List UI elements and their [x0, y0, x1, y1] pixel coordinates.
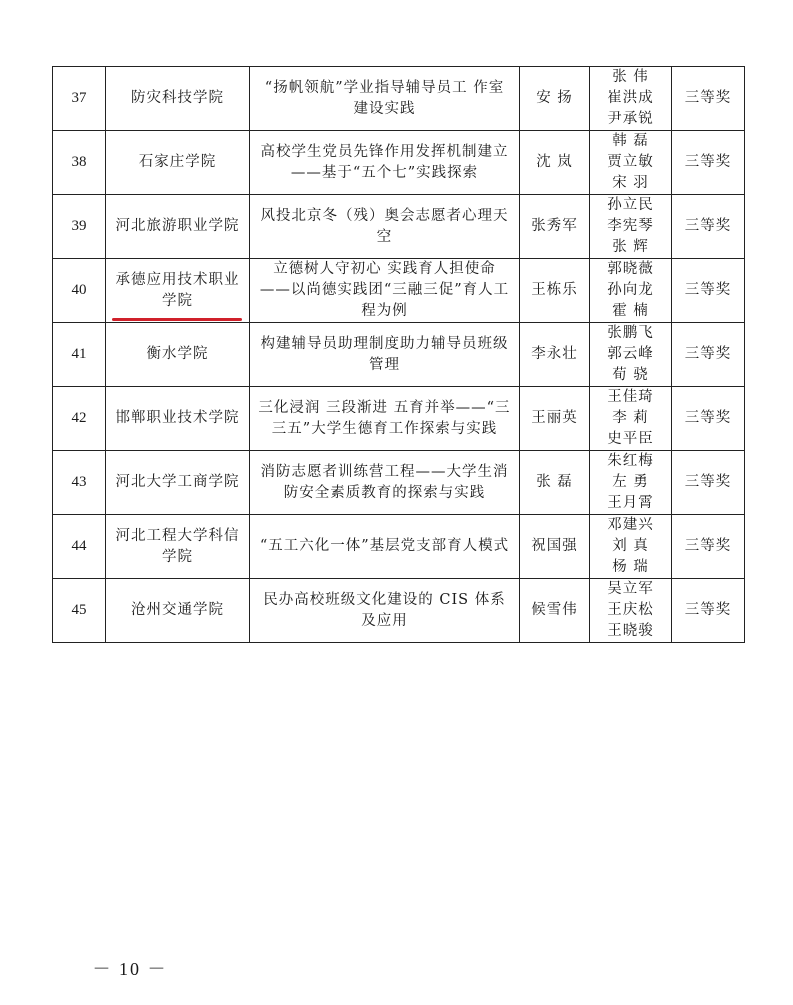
leader-name: 候雪伟 — [520, 579, 590, 643]
member-name: 王晓骏 — [607, 623, 654, 639]
award-level: 三等奖 — [672, 387, 745, 451]
member-name: 崔洪成 — [607, 90, 654, 106]
table-row — [53, 579, 745, 643]
team-members — [590, 451, 672, 515]
team-members — [590, 259, 672, 323]
member-name: 尹承锐 — [607, 111, 654, 127]
school-name: 河北大学工商学院 — [106, 451, 250, 515]
award-level: 三等奖 — [672, 67, 745, 131]
school-name: 防灾科技学院 — [106, 67, 250, 131]
team-members — [590, 67, 672, 131]
award-level: 三等奖 — [672, 451, 745, 515]
page-number: － 10 － — [92, 959, 168, 979]
table-row — [53, 259, 745, 323]
leader-name: 王丽英 — [520, 387, 590, 451]
member-name: 贾立敏 — [607, 154, 654, 170]
member-name: 宋 羽 — [612, 175, 649, 191]
row-number: 38 — [53, 131, 106, 195]
row-number: 40 — [53, 259, 106, 323]
project-title: 高校学生党员先锋作用发挥机制建立——基于“五个七”实践探索 — [250, 131, 520, 195]
school-name: 邯郸职业技术学院 — [106, 387, 250, 451]
member-name: 王庆松 — [607, 602, 654, 618]
project-title: 三化浸润 三段渐进 五育并举——“三三五”大学生德育工作探索与实践 — [250, 387, 520, 451]
member-name: 张 伟 — [612, 69, 649, 85]
member-name: 张鹏飞 — [607, 325, 654, 341]
award-level: 三等奖 — [672, 515, 745, 579]
member-name: 郭晓薇 — [607, 261, 654, 277]
member-name: 李宪琴 — [607, 218, 654, 234]
member-name: 霍 楠 — [612, 303, 649, 319]
school-name: 石家庄学院 — [106, 131, 250, 195]
member-name: 王月霄 — [607, 495, 654, 511]
table-row — [53, 323, 745, 387]
member-name: 张 辉 — [612, 239, 649, 255]
member-name: 左 勇 — [612, 474, 649, 490]
member-name: 朱红梅 — [607, 453, 654, 469]
leader-name: 李永壮 — [520, 323, 590, 387]
team-members — [590, 195, 672, 259]
team-members — [590, 579, 672, 643]
member-name: 史平臣 — [607, 431, 654, 447]
row-number: 44 — [53, 515, 106, 579]
member-name: 孙立民 — [607, 197, 654, 213]
member-name: 韩 磊 — [612, 133, 649, 149]
row-number: 41 — [53, 323, 106, 387]
project-title: “五工六化一体”基层党支部育人模式 — [250, 515, 520, 579]
member-name: 荀 骁 — [612, 367, 649, 383]
award-level: 三等奖 — [672, 131, 745, 195]
award-level: 三等奖 — [672, 579, 745, 643]
row-number: 43 — [53, 451, 106, 515]
leader-name: 沈 岚 — [520, 131, 590, 195]
row-number: 39 — [53, 195, 106, 259]
member-name: 李 莉 — [612, 410, 649, 426]
award-level: 三等奖 — [672, 323, 745, 387]
row-number: 37 — [53, 67, 106, 131]
team-members — [590, 131, 672, 195]
member-name: 孙向龙 — [607, 282, 654, 298]
red-underline-annotation — [112, 318, 242, 321]
table-row — [53, 515, 745, 579]
team-members — [590, 323, 672, 387]
row-number: 42 — [53, 387, 106, 451]
member-name: 邓建兴 — [607, 517, 654, 533]
school-name: 承德应用技术职业学院 — [106, 259, 250, 323]
school-name: 河北工程大学科信学院 — [106, 515, 250, 579]
project-title: 立德树人守初心 实践育人担使命——以尚德实践团“三融三促”育人工程为例 — [250, 259, 520, 323]
award-level: 三等奖 — [672, 259, 745, 323]
table-row — [53, 387, 745, 451]
project-title: 民办高校班级文化建设的 CIS 体系及应用 — [250, 579, 520, 643]
table-row — [53, 67, 745, 131]
leader-name: 王栋乐 — [520, 259, 590, 323]
project-title: 消防志愿者训练营工程——大学生消防安全素质教育的探索与实践 — [250, 451, 520, 515]
member-name: 郭云峰 — [607, 346, 654, 362]
award-table — [52, 66, 745, 643]
school-name: 沧州交通学院 — [106, 579, 250, 643]
award-level: 三等奖 — [672, 195, 745, 259]
leader-name: 安 扬 — [520, 67, 590, 131]
school-name: 衡水学院 — [106, 323, 250, 387]
leader-name: 张 磊 — [520, 451, 590, 515]
team-members — [590, 515, 672, 579]
team-members — [590, 387, 672, 451]
member-name: 杨 瑞 — [612, 559, 649, 575]
table-row — [53, 131, 745, 195]
table-row — [53, 195, 745, 259]
member-name: 刘 真 — [612, 538, 649, 554]
row-number: 45 — [53, 579, 106, 643]
school-name: 河北旅游职业学院 — [106, 195, 250, 259]
project-title: 构建辅导员助理制度助力辅导员班级管理 — [250, 323, 520, 387]
project-title: “扬帆领航”学业指导辅导员工 作室建设实践 — [250, 67, 520, 131]
member-name: 吴立军 — [607, 581, 654, 597]
leader-name: 祝国强 — [520, 515, 590, 579]
project-title: 风投北京冬（残）奥会志愿者心理天空 — [250, 195, 520, 259]
table-row — [53, 451, 745, 515]
member-name: 王佳琦 — [607, 389, 654, 405]
leader-name: 张秀军 — [520, 195, 590, 259]
